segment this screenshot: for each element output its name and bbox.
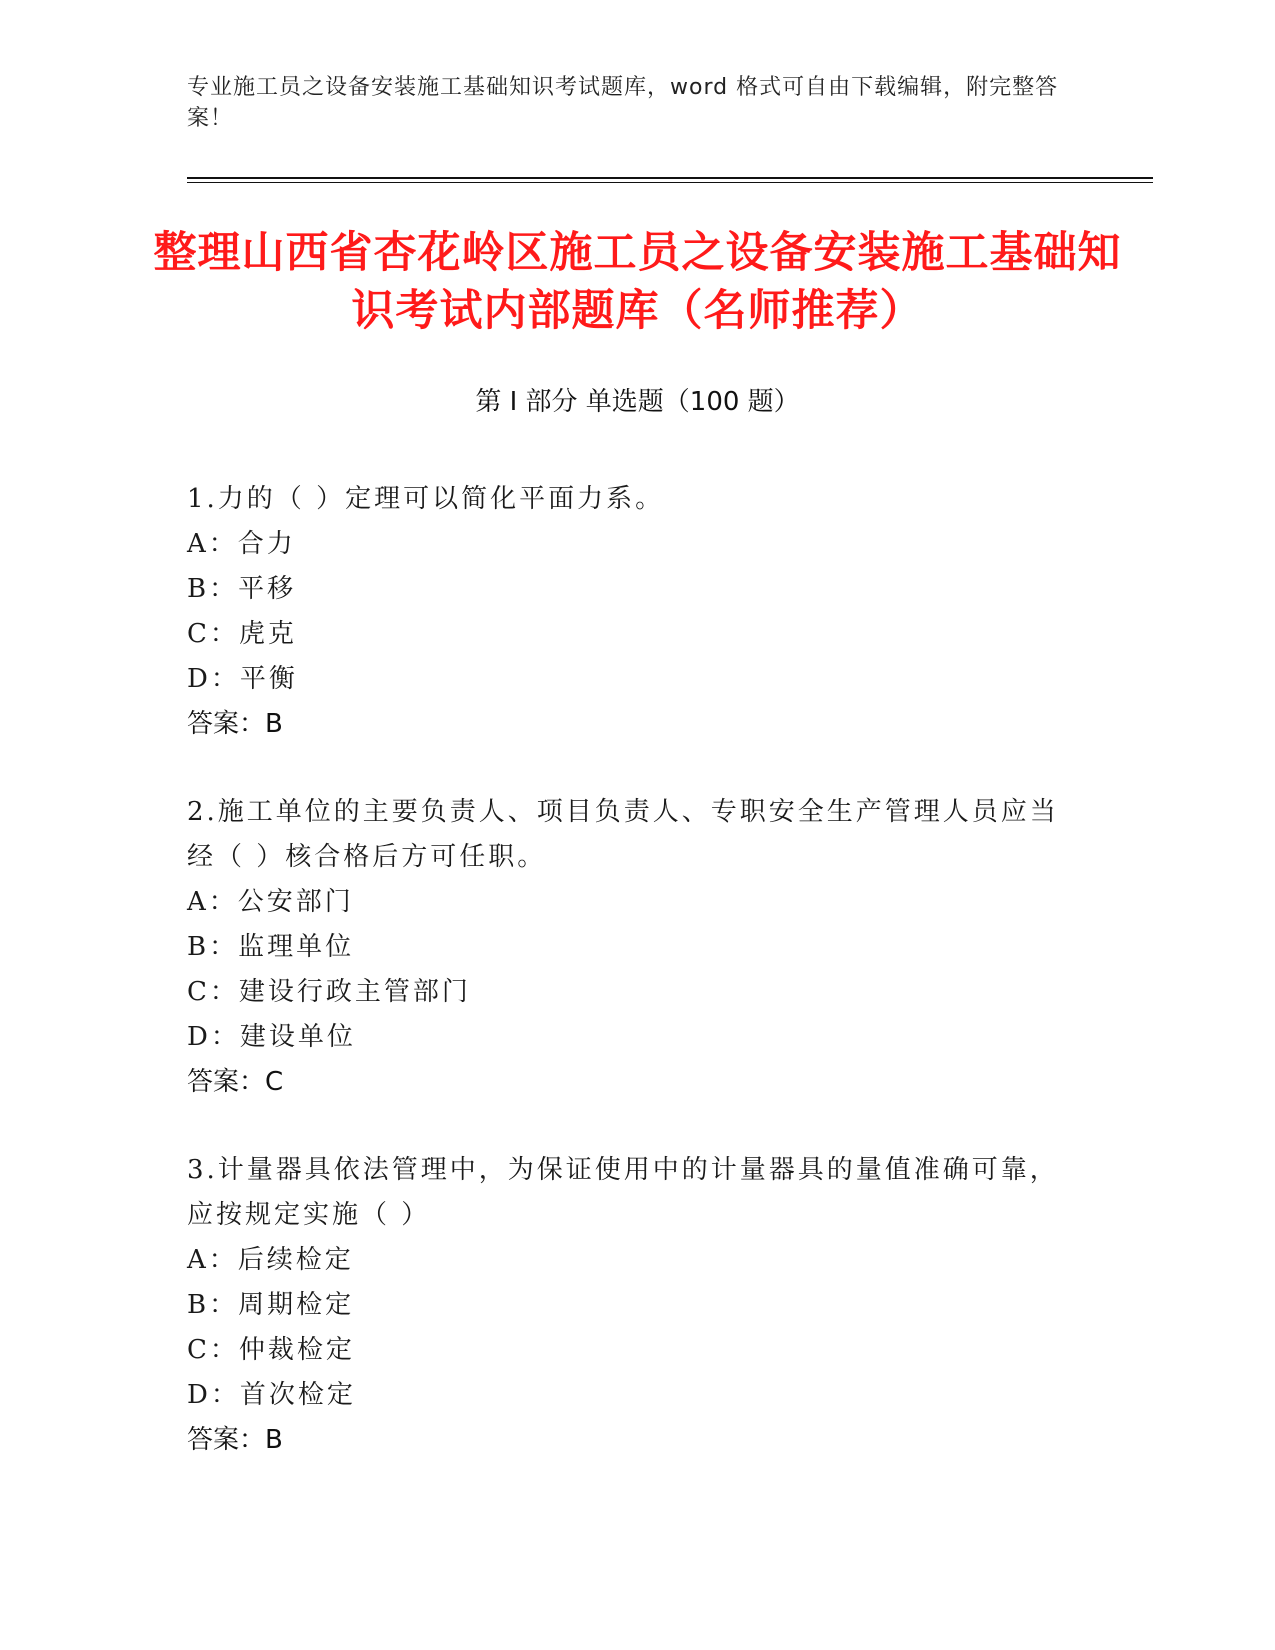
answer: 答案：C [187,1067,284,1097]
question-stem: 2.施工单位的主要负责人、项目负责人、专职安全生产管理人员应当经（ ）核合格后方可任职。 [187,797,1059,872]
header-rule-thick [187,177,1153,179]
document-title: 整理山西省杏花岭区施工员之设备安装施工基础知识考试内部题库（名师推荐） [153,228,1122,336]
question-stem: 1.力的（ ）定理可以简化平面力系。 [187,484,665,514]
option-d: D：首次检定 [187,1380,356,1410]
option-a: A：后续检定 [187,1245,354,1275]
option-c: C：仲裁检定 [187,1335,355,1365]
option-a: A：合力 [187,529,296,559]
option-d: D：建设单位 [187,1022,356,1052]
question-3 [187,1148,1067,1463]
header-note: 专业施工员之设备安装施工基础知识考试题库，word 格式可自由下载编辑，附完整答案！ [187,75,1059,131]
question-2 [187,790,1067,1105]
option-b: B：平移 [187,574,297,604]
option-c: C：虎克 [187,619,297,649]
question-list [187,477,1067,1506]
option-b: B：监理单位 [187,932,355,962]
option-c: C：建设行政主管部门 [187,977,471,1007]
question-stem: 3.计量器具依法管理中，为保证使用中的计量器具的量值准确可靠，应按规定实施（ ） [187,1155,1059,1230]
question-1 [187,477,1067,747]
option-d: D：平衡 [187,664,298,694]
section-title: 第 I 部分 单选题（100 题） [475,387,800,417]
answer: 答案：B [187,1425,283,1455]
answer: 答案：B [187,709,283,739]
option-b: B：周期检定 [187,1290,355,1320]
header-rule-thin [187,182,1153,183]
option-a: A：公安部门 [187,887,354,917]
